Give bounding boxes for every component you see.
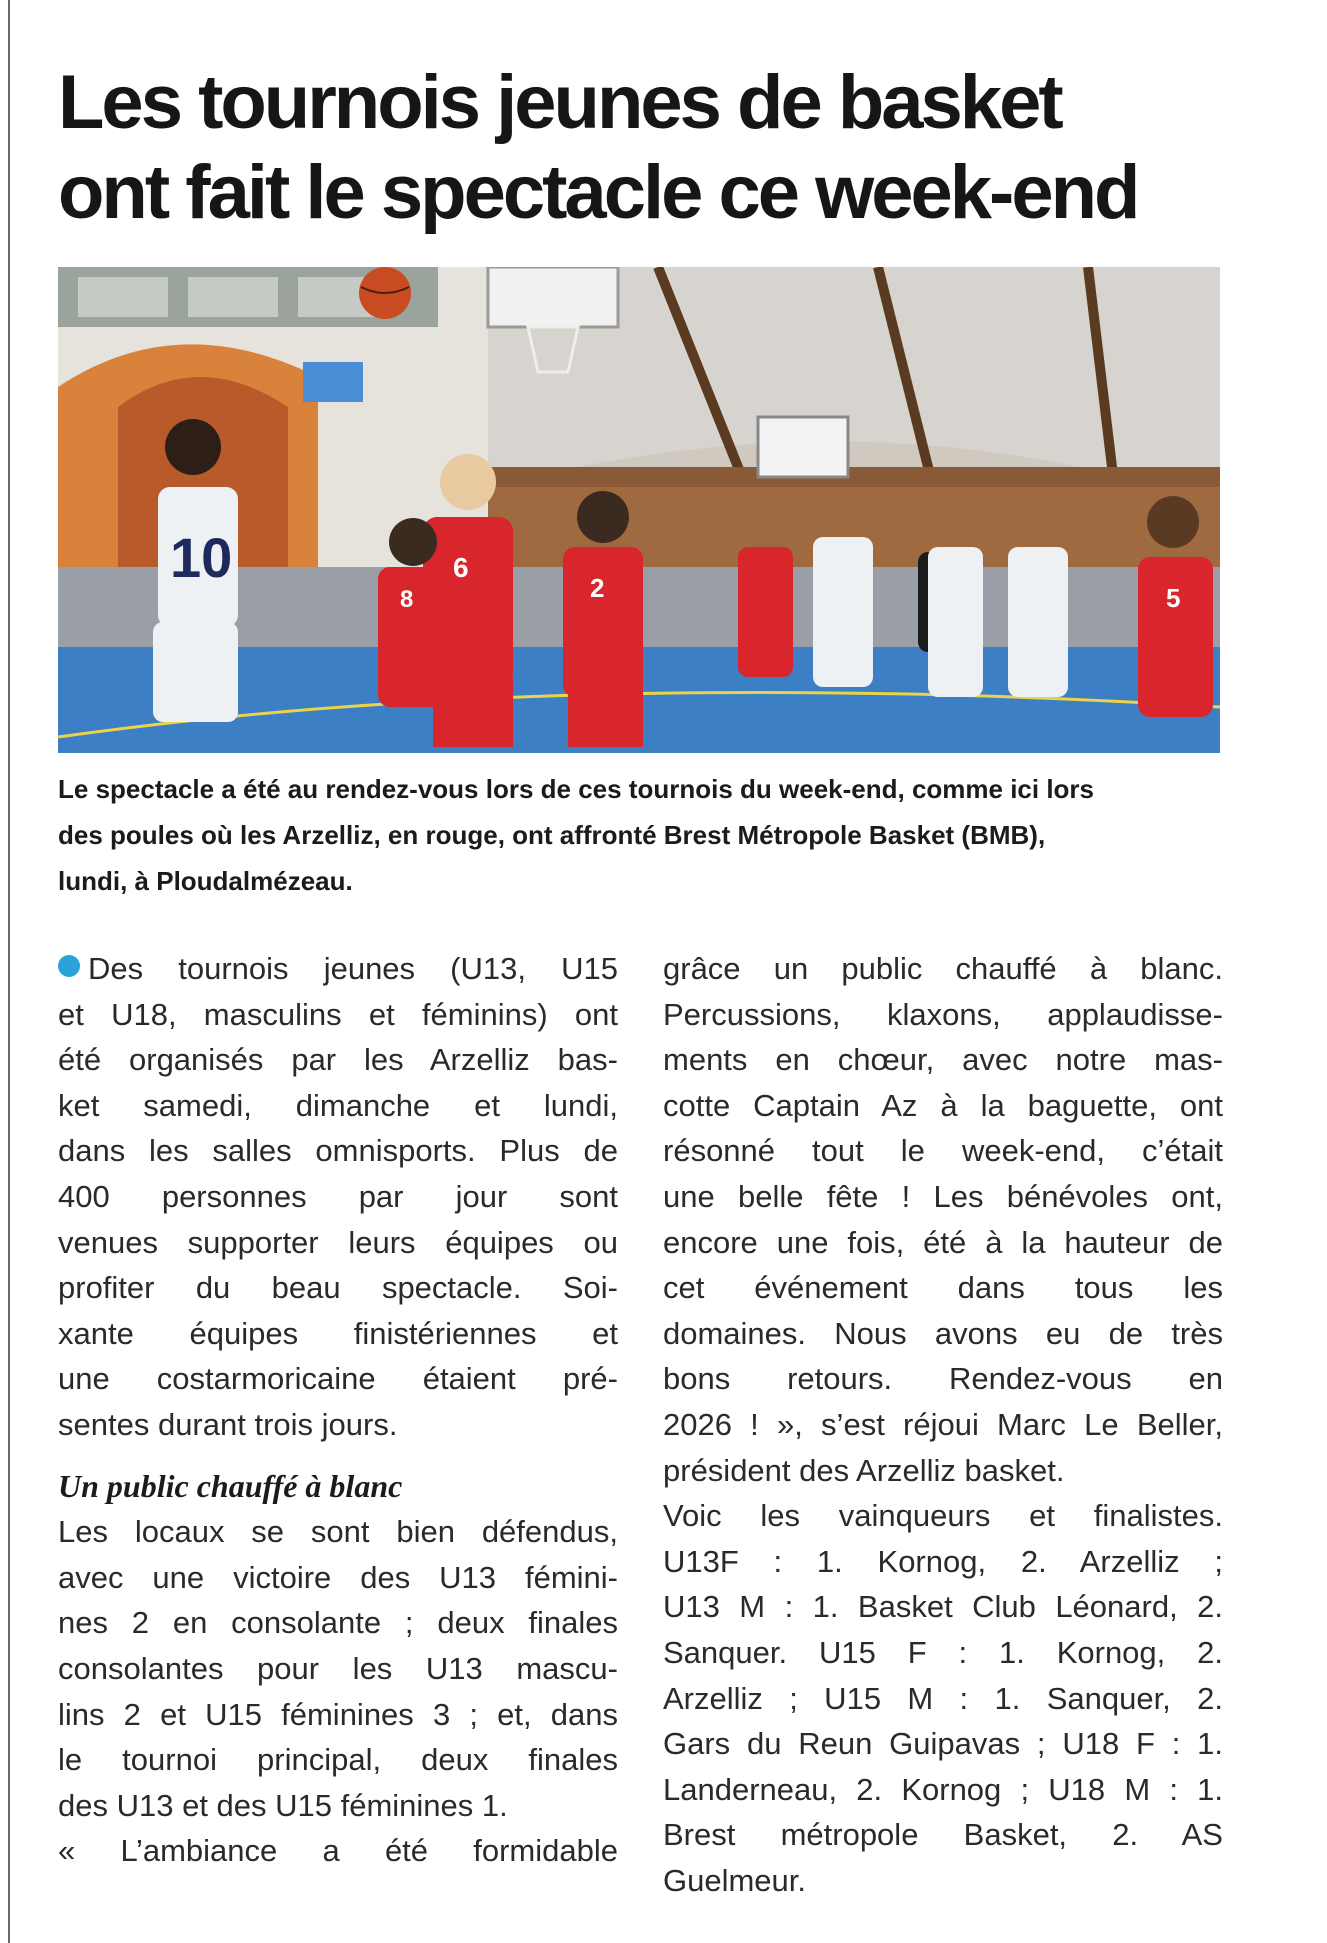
- body-line: xante équipes finistériennes et: [58, 1315, 618, 1351]
- body-line: Brest métropole Basket, 2. AS: [663, 1817, 1223, 1853]
- body-line: Guelmeur.: [663, 1862, 807, 1898]
- body-line: une costarmoricaine étaient pré-: [58, 1361, 618, 1397]
- caption-line: lundi, à Ploudalmézeau.: [58, 866, 353, 896]
- body-line: domaines. Nous avons eu de très: [663, 1315, 1223, 1351]
- body-line: avec une victoire des U13 fémini-: [58, 1559, 618, 1595]
- basketball-photo: [58, 267, 1220, 753]
- body-line: Les locaux se sont bien défendus,: [58, 1514, 618, 1550]
- body-line: cet événement dans tous les: [663, 1270, 1223, 1306]
- section-subhead: Un public chauffé à blanc: [58, 1467, 403, 1504]
- body-line: bons retours. Rendez-vous en: [663, 1361, 1223, 1397]
- headline-line: ont fait le spectacle ce week-end: [58, 150, 1138, 235]
- body-line: lins 2 et U15 féminines 3 ; et, dans: [58, 1696, 618, 1732]
- body-line: U13 M : 1. Basket Club Léonard, 2.: [663, 1589, 1223, 1625]
- body-line: ket samedi, dimanche et lundi,: [58, 1087, 618, 1123]
- body-line: le tournoi principal, deux finales: [58, 1742, 618, 1778]
- jersey-number: 6: [453, 552, 469, 583]
- body-line: Arzelliz ; U15 M : 1. Sanquer, 2.: [663, 1680, 1223, 1716]
- column-divider: [8, 0, 10, 1943]
- body-line: Percussions, klaxons, applaudisse-: [663, 996, 1223, 1032]
- bullet-dot-icon: [58, 955, 80, 977]
- body-line: 2026 ! », s’est réjoui Marc Le Beller,: [663, 1406, 1223, 1442]
- caption-line: des poules où les Arzelliz, en rouge, ont affronté Brest Métropole Basket (BMB),: [58, 820, 1046, 850]
- body-line: U13F : 1. Kornog, 2. Arzelliz ;: [663, 1543, 1223, 1579]
- jersey-number: 2: [590, 573, 605, 603]
- headline-line: Les tournois jeunes de basket: [58, 60, 1061, 145]
- body-line: « L’ambiance a été formidable: [58, 1833, 618, 1869]
- right-column: [663, 946, 1223, 1903]
- left-column: [58, 946, 618, 1874]
- body-line: résonné tout le week-end, c’était: [663, 1133, 1223, 1169]
- body-line: encore une fois, été à la hauteur de: [663, 1224, 1223, 1260]
- headline: [58, 58, 1238, 238]
- body-line: Voic les vainqueurs et finalistes.: [663, 1498, 1223, 1534]
- photo-caption: [58, 766, 1228, 904]
- jersey-number: 5: [1166, 583, 1181, 613]
- body-line: des U13 et des U15 féminines 1.: [58, 1787, 508, 1823]
- body-line: été organisés par les Arzelliz bas-: [58, 1042, 618, 1078]
- body-line: président des Arzelliz basket.: [663, 1452, 1065, 1488]
- jersey-number: 10: [170, 526, 233, 589]
- body-line: ments en chœur, avec notre mas-: [663, 1042, 1223, 1078]
- body-line: 400 personnes par jour sont: [58, 1178, 618, 1214]
- body-line: sentes durant trois jours.: [58, 1406, 398, 1442]
- body-line: nes 2 en consolante ; deux finales: [58, 1605, 618, 1641]
- body-line: consolantes pour les U13 mascu-: [58, 1650, 618, 1686]
- body-line: profiter du beau spectacle. Soi-: [58, 1270, 618, 1306]
- body-line: dans les salles omnisports. Plus de: [58, 1133, 618, 1169]
- body-line: Gars du Reun Guipavas ; U18 F : 1.: [663, 1726, 1223, 1762]
- caption-line: Le spectacle a été au rendez-vous lors de ces tournois du week-end, comme ici lors: [58, 774, 1095, 804]
- body-line: Landerneau, 2. Kornog ; U18 M : 1.: [663, 1771, 1223, 1807]
- body-line: Des tournois jeunes (U13, U15: [58, 946, 618, 992]
- body-line: grâce un public chauffé à blanc.: [663, 951, 1223, 986]
- body-line: venues supporter leurs équipes ou: [58, 1224, 618, 1260]
- body-line: une belle fête ! Les bénévoles ont,: [663, 1178, 1223, 1214]
- jersey-number: 8: [400, 586, 414, 613]
- body-line: cotte Captain Az à la baguette, ont: [663, 1087, 1223, 1123]
- body-line: et U18, masculins et féminins) ont: [58, 996, 618, 1032]
- body-line: Sanquer. U15 F : 1. Kornog, 2.: [663, 1634, 1223, 1670]
